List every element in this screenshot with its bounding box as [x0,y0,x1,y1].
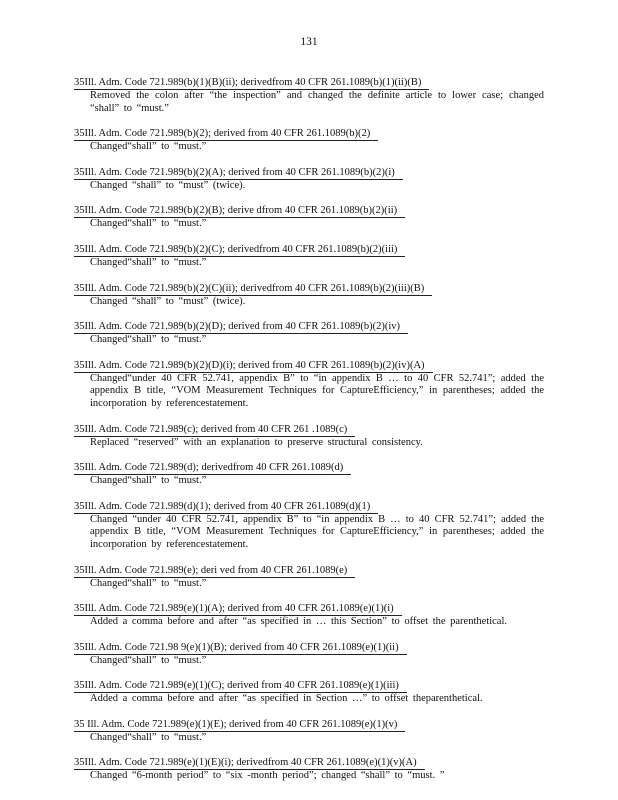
entry [74,598,544,629]
entry-heading: 35Ill. Adm. Code 721.989(d)(1); derived from 40 CFR 261.1089(d)(1) [74,501,378,514]
entry-body: Added a comma before and after “as specified in Section …” to offset theparenthetical. [90,693,483,705]
entry [74,560,544,591]
entry [74,239,544,270]
entry-heading: 35 Ill. Adm. Code 721.989(e)(1)(E); derived from 40 CFR 261.1089(e)(1)(v) [74,719,405,732]
entry-heading: 35Ill. Adm. Code 721.989(e); deri ved from 40 CFR 261.1089(e) [74,565,355,578]
entry [74,316,544,347]
entry [74,278,544,309]
entry-heading: 35Ill. Adm. Code 721.989(b)(2)(D); derived from 40 CFR 261.1089(b)(2)(iv) [74,321,408,334]
entry [74,675,544,706]
entry [74,200,544,231]
entry-heading: 35Ill. Adm. Code 721.989(d); derivedfrom 40 CFR 261.1089(d) [74,462,351,475]
entry-body: Changed“shall” to “must.” [90,475,207,487]
entry-body: Replaced “reserved” with an explanation to preserve structural consistency. [90,436,423,448]
entry-heading: 35Ill. Adm. Code 721.989(b)(1)(B)(ii); derivedfrom 40 CFR 261.1089(b)(1)(ii)(B) [74,77,429,90]
entry-heading: 35Ill. Adm. Code 721.98 9(e)(1)(B); derived from 40 CFR 261.1089(e)(1)(ii) [74,642,407,655]
entry-body: Changed“shall” to “must.” [90,334,207,346]
entry-body: Changed “6-month period” to “six -month period”; changed “shall” to “must. ” [90,770,445,782]
entry [74,714,544,745]
entry-body: Changed“shall” to “must.” [90,256,207,268]
entry [74,496,544,552]
entry-body: Removed the colon after “the inspection” and changed the definite article to lower case; changed “shall” to “must.” [90,90,544,114]
entry [74,162,544,193]
entry-heading: 35Ill. Adm. Code 721.989(b)(2)(B); derive dfrom 40 CFR 261.1089(b)(2)(ii) [74,205,405,218]
entry-heading: 35Ill. Adm. Code 721.989(b)(2)(A); derived from 40 CFR 261.1089(b)(2)(i) [74,167,403,180]
entry-body: Changed“shall” to “must.” [90,654,207,666]
entry-body: Changed“shall” to “must.” [90,141,207,153]
entry-body: Changed“shall” to “must.” [90,577,207,589]
entry-heading: 35Ill. Adm. Code 721.989(b)(2); derived from 40 CFR 261.1089(b)(2) [74,128,378,141]
entry-heading: 35Ill. Adm. Code 721.989(e)(1)(C); derived from 40 CFR 261.1089(e)(1)(iii) [74,680,407,693]
entry-body: Changed “under 40 CFR 52.741, appendix B” to “in appendix B … to 40 CFR 52.741”; added the appendix B title, “VOM Measurement Techniques for CaptureEfficiency,” in parentheses; added the incorporation by referencestatement. [90,513,544,550]
entry [74,72,544,115]
page-number: 131 [300,36,318,48]
entry-heading: 35Ill. Adm. Code 721.989(e)(1)(A); derived from 40 CFR 261.1089(e)(1)(i) [74,603,402,616]
entry [74,123,544,154]
entry-heading: 35Ill. Adm. Code 721.989(c); derived from 40 CFR 261 .1089(c) [74,424,355,437]
amendment-list [74,72,544,791]
entry-heading: 35Ill. Adm. Code 721.989(b)(2)(C)(ii); derivedfrom 40 CFR 261.1089(b)(2)(iii)(B) [74,283,432,296]
entry-heading: 35Ill. Adm. Code 721.989(b)(2)(D)(i); derived from 40 CFR 261.1089(b)(2)(iv)(A) [74,360,433,373]
entry-body: Changed “shall” to “must” (twice). [90,179,246,191]
entry-heading: 35Ill. Adm. Code 721.989(e)(1)(E)(i); derivedfrom 40 CFR 261.1089(e)(1)(v)(A) [74,757,425,770]
entry-body: Changed“under 40 CFR 52.741, appendix B” to “in appendix B … to 40 CFR 52.741”; added the appendix B title, “VOM Measurement Techniques for CaptureEfficiency,” in parentheses; added the incorporation by referencestatement. [90,372,544,409]
entry [74,637,544,668]
entry [74,752,544,783]
entry-heading: 35Ill. Adm. Code 721.989(b)(2)(C); derivedfrom 40 CFR 261.1089(b)(2)(iii) [74,244,405,257]
entry-body: Changed“shall” to “must.” [90,731,207,743]
entry-body: Changed “shall” to “must” (twice). [90,295,246,307]
entry-body: Changed“shall” to “must.” [90,218,207,230]
entry [74,457,544,488]
entry [74,419,544,450]
entry-body: Added a comma before and after “as specified in … this Section” to offset the parenthetical. [90,616,507,628]
entry [74,355,544,411]
